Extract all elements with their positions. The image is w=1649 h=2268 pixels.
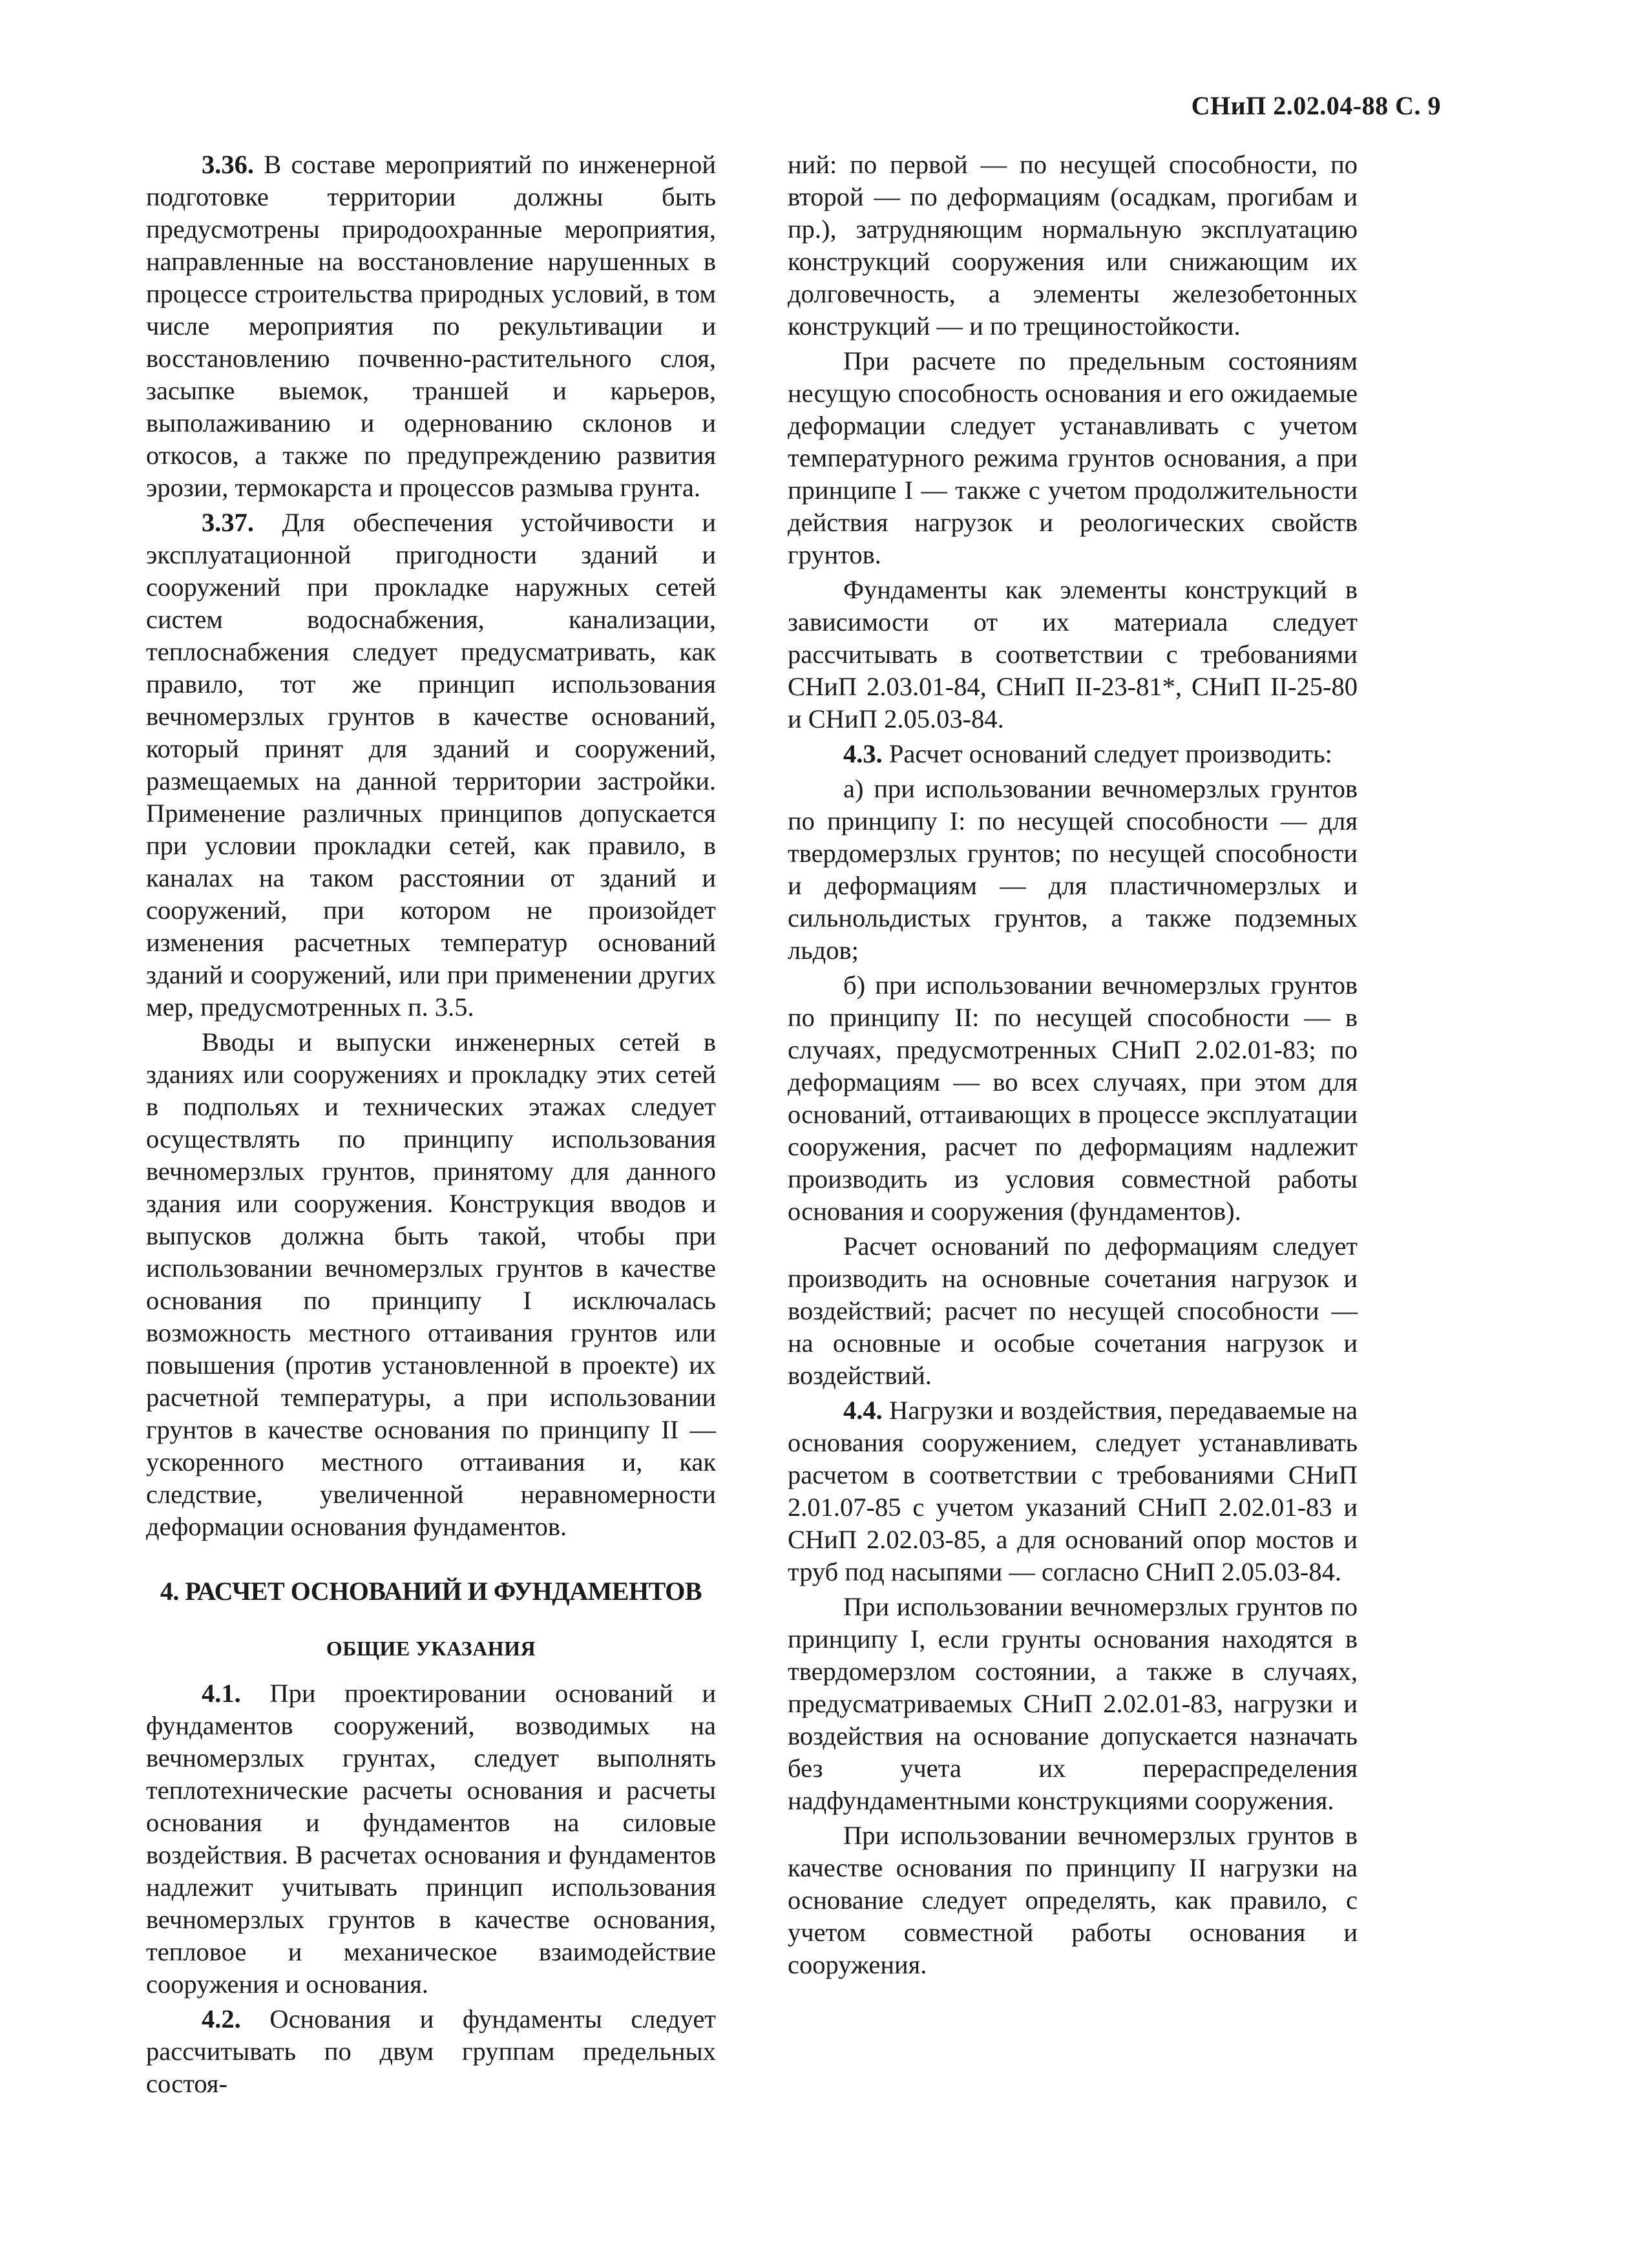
paragraph-text: Расчет оснований следует производить: <box>882 739 1332 768</box>
subsection-title: ОБЩИЕ УКАЗАНИЯ <box>326 1637 536 1660</box>
clause-number: 4.3. <box>843 739 883 768</box>
paragraph-text: Для обеспечения устойчивости и эксплуатационной пригодности зданий и сооружений при прокладке наружных сетей систем водоснабжения, канализации, теплоснабжения следует предусматривать, как правило, тот же принцип использования вечномерзлых грунтов в качестве оснований, который принят для зданий и сооружений, размещаемых на данной территории застройки. Применение различных принципов допускается при условии прокладки сетей, как правило, в каналах на таком расстоянии от зданий и сооружений, при котором не произойдет изменения расчетных температур оснований зданий и сооружений, или при применении других мер, предусмотренных п. 3.5. <box>146 508 716 1022</box>
paragraph-4-1 <box>146 1677 716 2000</box>
paragraph-4-2 <box>146 2003 716 2100</box>
clause-number: 4.1. <box>202 1679 241 1708</box>
paragraph-4-3 <box>788 738 1358 770</box>
right-column <box>788 149 1358 1984</box>
paragraph-text: При проектировании оснований и фундаментов сооружений, возводимых на вечномерзлых грунтах, следует выполнять теплотехнические расчеты основания и расчеты основания и фундаментов на силовые воздействия. В расчетах основания и фундаментов надлежит учитывать принцип использования вечномерзлых грунтов в качестве основания, тепловое и механическое взаимодействие сооружения и основания. <box>146 1679 716 1999</box>
section-title: 4. РАСЧЕТ ОСНОВАНИЙ И ФУНДАМЕНТОВ <box>160 1577 702 1606</box>
paragraph-4-3-b: б) при использовании вечномерзлых грунтов по принципу II: по несущей способности — в случаях, предусмотренных СНиП 2.02.01-83; по деформациям — во всех случаях, при этом для оснований, оттаивающих в процессе эксплуатации сооружения, расчет по деформациям надлежит производить из условия совместной работы основания и сооружения (фундаментов). <box>788 971 1358 1226</box>
paragraph-foundations: Фундаменты как элементы конструкций в зависимости от их материала следует рассчитывать в соответствии с требованиями СНиП 2.03.01-84, СНиП II-23-81*, СНиП II-25-80 и СНиП 2.05.03-84. <box>788 575 1358 733</box>
left-column <box>146 149 716 2103</box>
paragraph-text: Нагрузки и воздействия, передаваемые на основания сооружением, следует устанавливать расчетом в соответствии с требованиями СНиП 2.01.07-85 с учетом указаний СНиП 2.02.01-83 и СНиП 2.02.03-85, а для оснований опор мостов и труб под насыпями — согласно СНиП 2.05.03-84. <box>788 1396 1358 1586</box>
paragraph-3-37 <box>146 507 716 1024</box>
clause-number: 4.2. <box>202 2004 241 2033</box>
paragraph-4-4 <box>788 1394 1358 1588</box>
clause-number: 4.4. <box>843 1396 883 1425</box>
paragraph-limit-states: При расчете по предельным состояниям несущую способность основания и его ожидаемые деформации следует устанавливать с учетом температурного режима грунтов основания, а при принципе I — также с учетом продолжительности действия нагрузок и реологических свойств грунтов. <box>788 346 1358 569</box>
paragraph-4-2-continued: ний: по первой — по несущей способности, по второй — по деформациям (осадкам, прогибам и пр.), затрудняющим нормальную эксплуатацию конструкций сооружения или снижающим их долговечность, а элементы железобетонных конструкций — и по трещиностойкости. <box>788 150 1358 341</box>
paragraph-4-3-a: а) при использовании вечномерзлых грунтов по принципу I: по несущей способности — для твердомерзлых грунтов; по несущей способности и деформациям — для пластичномерзлых и сильнольдистых грунтов, а также подземных льдов; <box>788 774 1358 965</box>
paragraph-text: Основания и фундаменты следует рассчитывать по двум группам предельных состоя- <box>146 2004 716 2098</box>
paragraph-inputs-outputs: Вводы и выпуски инженерных сетей в зданиях или сооружениях и прокладку этих сетей в подпольях и технических этажах следует осуществлять по принципу использования вечномерзлых грунтов, принятому для данного здания или сооружения. Конструкция вводов и выпусков должна быть такой, чтобы при использовании вечномерзлых грунтов в качестве основания по принципу I исключалась возможность местного оттаивания грунтов или повышения (против установленной в проекте) их расчетной температуры, а при использовании грунтов в качестве основания по принципу II — ускоренного местного оттаивания и, как следствие, увеличенной неравномерности деформации основания фундаментов. <box>146 1027 716 1541</box>
page-header: СНиП 2.02.04-88 С. 9 <box>1191 91 1441 120</box>
clause-number: 3.37. <box>202 508 254 537</box>
paragraph-principle-1: При использовании вечномерзлых грунтов по принципу I, если грунты основания находятся в твердомерзлом состоянии, а также в случаях, предусматриваемых СНиП 2.02.01-83, нагрузки и воздействия на основание допускается назначать без учета их перераспределения надфундаментными конструкциями сооружения. <box>788 1592 1358 1815</box>
paragraph-principle-2: При использовании вечномерзлых грунтов в качестве основания по принципу II нагрузки на основание следует определять, как правило, с учетом совместной работы основания и сооружения. <box>788 1821 1358 1979</box>
paragraph-text: В составе мероприятий по инженерной подготовке территории должны быть предусмотрены природоохранные мероприятия, направленные на восстановление нарушенных в процессе строительства природных условий, в том числе мероприятия по рекультивации и восстановлению почвенно-растительного слоя, засыпке выемок, траншей и карьеров, выполаживанию и одернованию склонов и откосов, а также по предупреждению развития эрозии, термокарста и процессов размыва грунта. <box>146 150 716 502</box>
clause-number: 3.36. <box>202 150 254 179</box>
paragraph-3-36 <box>146 149 716 504</box>
paragraph-deformations: Расчет оснований по деформациям следует производить на основные сочетания нагрузок и воздействий; расчет по несущей способности — на основные и особые сочетания нагрузок и воздействий. <box>788 1232 1358 1390</box>
